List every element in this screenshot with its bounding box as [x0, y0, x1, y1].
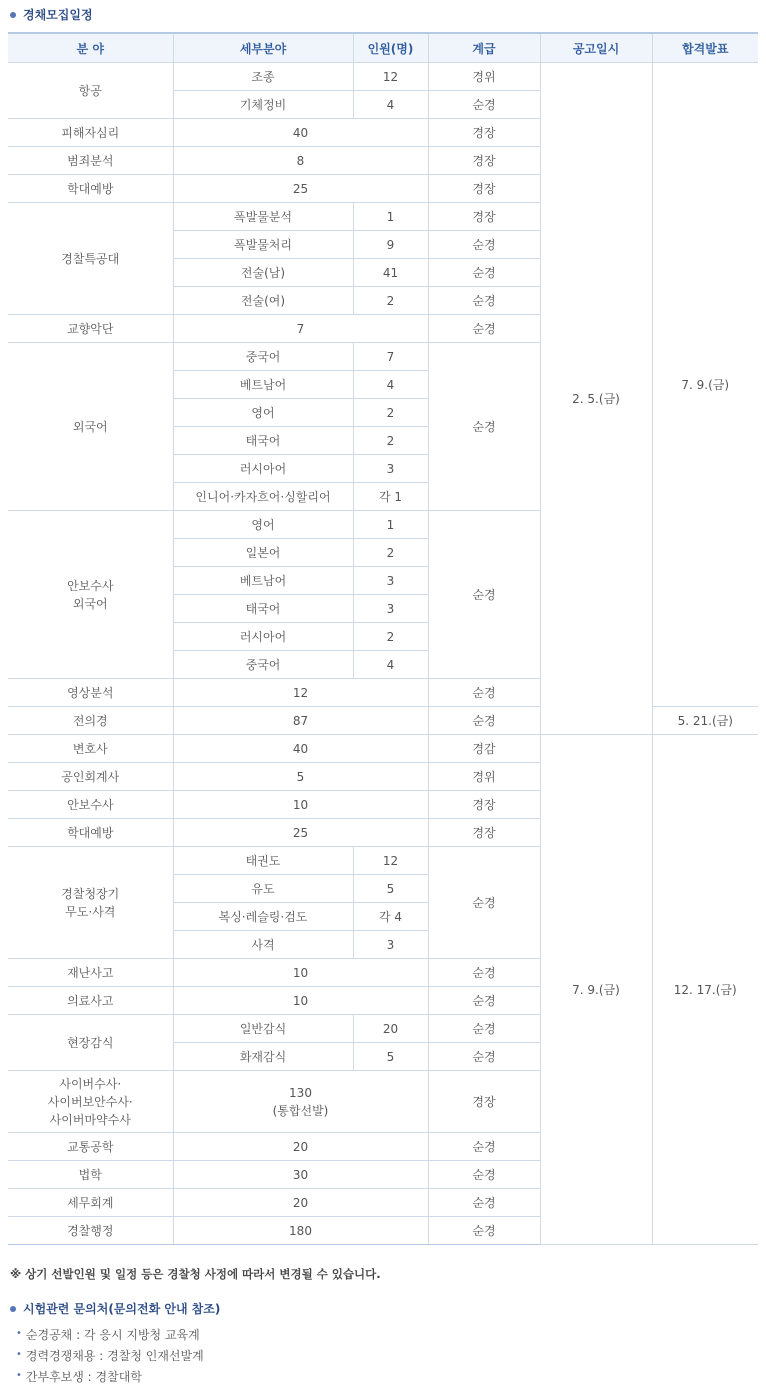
field-cell: 영상분석	[8, 679, 173, 707]
subfield-cell: 중국어	[173, 651, 353, 679]
rank-cell: 순경	[428, 987, 540, 1015]
recruitment-schedule-table	[8, 32, 758, 1245]
field-cell: 현장감식	[8, 1015, 173, 1071]
count-cell: 25	[173, 175, 428, 203]
subfield-cell: 태국어	[173, 427, 353, 455]
count-cell: 20	[353, 1015, 428, 1043]
field-cell: 피해자심리	[8, 119, 173, 147]
rank-cell: 순경	[428, 1217, 540, 1245]
count-cell: 1	[353, 511, 428, 539]
field-cell: 교향악단	[8, 315, 173, 343]
field-cell: 경찰특공대	[8, 203, 173, 315]
field-cell: 외국어	[8, 343, 173, 511]
rank-cell: 순경	[428, 511, 540, 679]
header-count: 인원(명)	[353, 33, 428, 63]
rank-cell: 순경	[428, 91, 540, 119]
rank-cell: 순경	[428, 343, 540, 511]
count-cell: 40	[173, 119, 428, 147]
result-date-cell: 5. 21.(금)	[652, 707, 758, 735]
rank-cell: 순경	[428, 1189, 540, 1217]
list-item: • 순경공채 : 각 응시 지방청 교육계	[16, 1328, 200, 1342]
rank-cell: 경위	[428, 763, 540, 791]
subfield-cell: 영어	[173, 511, 353, 539]
rank-cell: 경장	[428, 203, 540, 231]
subfield-cell: 러시아어	[173, 623, 353, 651]
bullet-icon: •	[16, 1328, 22, 1339]
subfield-cell: 베트남어	[173, 567, 353, 595]
rank-cell: 경장	[428, 147, 540, 175]
count-cell: 2	[353, 623, 428, 651]
field-cell: 세무회계	[8, 1189, 173, 1217]
rank-cell: 순경	[428, 1133, 540, 1161]
count-cell: 7	[173, 315, 428, 343]
subfield-cell: 복싱·레슬링·검도	[173, 903, 353, 931]
field-cell: 안보수사	[8, 791, 173, 819]
subfield-cell: 인니어·카자흐어·싱할리어	[173, 483, 353, 511]
count-cell: 12	[353, 847, 428, 875]
list-item: • 경력경쟁채용 : 경찰청 인재선발계	[16, 1349, 204, 1363]
count-cell: 5	[353, 1043, 428, 1071]
count-cell: 1	[353, 203, 428, 231]
list-item: • 간부후보생 : 경찰대학	[16, 1370, 142, 1384]
contact-list	[16, 1325, 204, 1388]
field-cell: 교통공학	[8, 1133, 173, 1161]
count-cell: 각 4	[353, 903, 428, 931]
table-row	[8, 735, 758, 763]
count-cell: 3	[353, 455, 428, 483]
count-cell: 3	[353, 567, 428, 595]
count-cell: 30	[173, 1161, 428, 1189]
subfield-cell: 태국어	[173, 595, 353, 623]
count-cell: 2	[353, 399, 428, 427]
count-cell: 20	[173, 1133, 428, 1161]
count-cell: 40	[173, 735, 428, 763]
subfield-cell: 일반감식	[173, 1015, 353, 1043]
field-cell: 법학	[8, 1161, 173, 1189]
rank-cell: 경장	[428, 1071, 540, 1133]
bullet-icon	[10, 12, 16, 18]
field-cell: 전의경	[8, 707, 173, 735]
count-cell: 5	[173, 763, 428, 791]
subfield-cell: 전술(여)	[173, 287, 353, 315]
result-date-cell: 7. 9.(금)	[652, 63, 758, 707]
field-cell: 경찰청장기 무도·사격	[8, 847, 173, 959]
field-cell: 경찰행정	[8, 1217, 173, 1245]
field-cell: 변호사	[8, 735, 173, 763]
subfield-cell: 조종	[173, 63, 353, 91]
header-result-date: 합격발표	[652, 33, 758, 63]
rank-cell: 순경	[428, 1015, 540, 1043]
subfield-cell: 중국어	[173, 343, 353, 371]
count-cell: 12	[353, 63, 428, 91]
notice-text: ※ 상기 선발인원 및 일정 등은 경찰청 사정에 따라서 변경될 수 있습니다.	[10, 1267, 381, 1281]
count-cell: 2	[353, 287, 428, 315]
count-cell: 130 (통합선발)	[173, 1071, 428, 1133]
rank-cell: 경감	[428, 735, 540, 763]
field-cell: 의료사고	[8, 987, 173, 1015]
bullet-icon: •	[16, 1349, 22, 1360]
rank-cell: 순경	[428, 231, 540, 259]
header-rank: 계급	[428, 33, 540, 63]
field-cell: 학대예방	[8, 175, 173, 203]
count-cell: 4	[353, 371, 428, 399]
count-cell: 3	[353, 931, 428, 959]
announce-date-cell: 2. 5.(금)	[540, 63, 652, 735]
result-date-cell: 12. 17.(금)	[652, 735, 758, 1245]
subfield-cell: 태권도	[173, 847, 353, 875]
subfield-cell: 폭발물분석	[173, 203, 353, 231]
section-title: 경채모집일정	[10, 6, 93, 23]
subfield-cell: 베트남어	[173, 371, 353, 399]
subfield-cell: 기체정비	[173, 91, 353, 119]
rank-cell: 경장	[428, 819, 540, 847]
subfield-cell: 러시아어	[173, 455, 353, 483]
rank-cell: 순경	[428, 707, 540, 735]
rank-cell: 순경	[428, 959, 540, 987]
subfield-cell: 화재감식	[173, 1043, 353, 1071]
count-cell: 2	[353, 427, 428, 455]
count-cell: 20	[173, 1189, 428, 1217]
rank-cell: 경장	[428, 119, 540, 147]
count-cell: 2	[353, 539, 428, 567]
subfield-cell: 사격	[173, 931, 353, 959]
count-cell: 3	[353, 595, 428, 623]
field-cell: 범죄분석	[8, 147, 173, 175]
subfield-cell: 전술(남)	[173, 259, 353, 287]
bullet-icon	[10, 1306, 16, 1312]
count-cell: 12	[173, 679, 428, 707]
header-subfield: 세부분야	[173, 33, 353, 63]
count-cell: 41	[353, 259, 428, 287]
rank-cell: 경장	[428, 791, 540, 819]
count-cell: 8	[173, 147, 428, 175]
rank-cell: 순경	[428, 315, 540, 343]
field-cell: 학대예방	[8, 819, 173, 847]
rank-cell: 순경	[428, 287, 540, 315]
bullet-icon: •	[16, 1370, 22, 1381]
subfield-cell: 폭발물처리	[173, 231, 353, 259]
table-header-row	[8, 33, 758, 63]
count-cell: 9	[353, 231, 428, 259]
rank-cell: 순경	[428, 1161, 540, 1189]
rank-cell: 순경	[428, 847, 540, 959]
header-field: 분 야	[8, 33, 173, 63]
rank-cell: 순경	[428, 679, 540, 707]
count-cell: 10	[173, 959, 428, 987]
count-cell: 4	[353, 651, 428, 679]
subfield-cell: 유도	[173, 875, 353, 903]
header-announce-date: 공고일시	[540, 33, 652, 63]
field-cell: 공인회계사	[8, 763, 173, 791]
count-cell: 10	[173, 791, 428, 819]
rank-cell: 순경	[428, 1043, 540, 1071]
subfield-cell: 일본어	[173, 539, 353, 567]
announce-date-cell: 7. 9.(금)	[540, 735, 652, 1245]
count-cell: 25	[173, 819, 428, 847]
contact-section-title: 시험관련 문의처(문의전화 안내 참조)	[10, 1300, 220, 1317]
count-cell: 5	[353, 875, 428, 903]
count-cell: 10	[173, 987, 428, 1015]
rank-cell: 순경	[428, 259, 540, 287]
subfield-cell: 영어	[173, 399, 353, 427]
count-cell: 7	[353, 343, 428, 371]
count-cell: 87	[173, 707, 428, 735]
count-cell: 180	[173, 1217, 428, 1245]
field-cell: 사이버수사· 사이버보안수사· 사이버마약수사	[8, 1071, 173, 1133]
count-cell: 4	[353, 91, 428, 119]
field-cell: 항공	[8, 63, 173, 119]
field-cell: 재난사고	[8, 959, 173, 987]
count-cell: 각 1	[353, 483, 428, 511]
table-row	[8, 63, 758, 91]
rank-cell: 경위	[428, 63, 540, 91]
rank-cell: 경장	[428, 175, 540, 203]
field-cell: 안보수사 외국어	[8, 511, 173, 679]
